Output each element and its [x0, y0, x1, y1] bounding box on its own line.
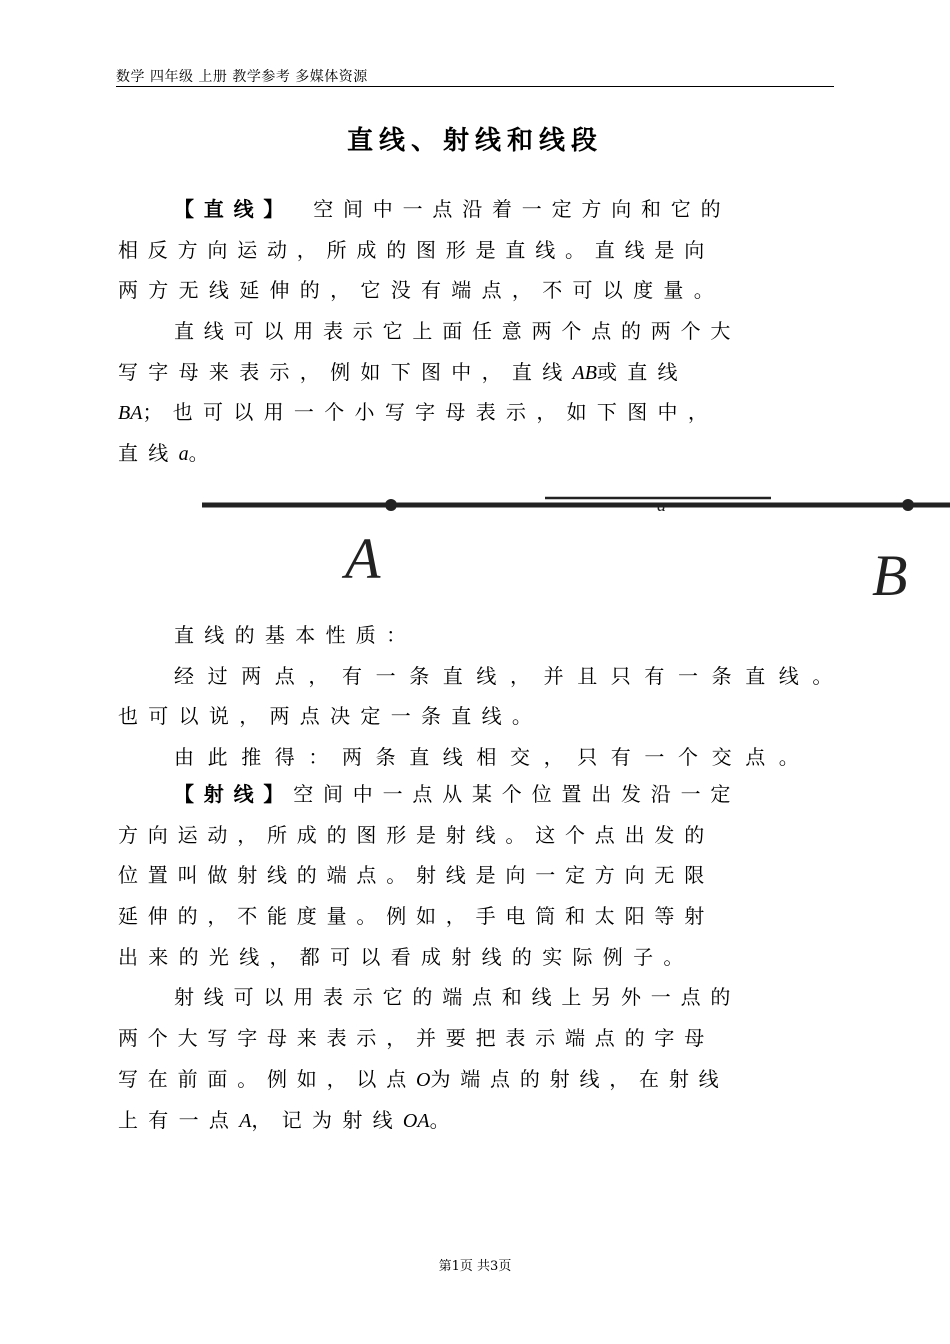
line-text: 经过两点，有一条直线，并且只有一条直线。	[174, 663, 846, 688]
line-diagram	[0, 480, 950, 610]
line-text: 或直线	[596, 359, 688, 384]
line-text: 两个大写字母来表示，并要把表示端点的字母	[118, 1026, 714, 1051]
line-text: 位置叫做射线的端点。射线是向一定方向无限	[118, 863, 714, 888]
label-BA: BA	[118, 402, 143, 425]
line-section-tag: 【直线】	[174, 197, 294, 221]
label-A: A	[239, 1109, 252, 1132]
line-text: 。	[188, 441, 219, 466]
label-a: a	[178, 443, 189, 466]
line-text: 空间中一点从某个位置出发沿一定	[293, 782, 741, 806]
line-text: 写在前面。例如，以点	[118, 1066, 416, 1091]
line-text: 写字母来表示，例如下图中，直线	[118, 359, 573, 384]
diagram-label-A: A	[345, 526, 381, 591]
line-text: 直线可以用表示它上面任意两个点的两个大	[174, 319, 741, 344]
page-footer: 第1页 共3页	[438, 1259, 512, 1274]
label-OA: OA	[402, 1109, 430, 1132]
ray-section-tag: 【射线】	[174, 782, 294, 806]
line-text: ；也可以用一个小写字母表示，如下图中，	[142, 400, 719, 425]
line-text: 上有一点	[118, 1107, 240, 1132]
line-text: 射线可以用表示它的端点和线上另外一点的	[174, 985, 741, 1010]
label-AB: AB	[572, 361, 597, 384]
line-text: 为端点的射线，在射线	[430, 1066, 729, 1091]
ray-definition-paragraph	[118, 774, 818, 1140]
line-text: 直线	[118, 441, 179, 466]
diagram-label-a: a	[657, 495, 666, 515]
point-B-dot	[902, 499, 914, 511]
properties-paragraph	[118, 615, 846, 778]
line-text: 。	[429, 1107, 460, 1132]
line-text: 相反方向运动，所成的图形是直线。直线是向	[118, 237, 714, 262]
point-A-dot	[385, 499, 397, 511]
page-title: 直线、射线和线段	[346, 126, 603, 156]
header-text: 数学 四年级 上册 教学参考 多媒体资源	[116, 69, 368, 85]
header-rule	[116, 86, 834, 87]
line-definition-paragraph	[118, 189, 818, 474]
line-text: 出来的光线，都可以看成射线的实际例子。	[118, 944, 694, 969]
line-text: 由此推得：两条直线相交，只有一个交点。	[174, 745, 813, 770]
page-header	[116, 66, 834, 88]
line-text: 空间中一点沿着一定方向和它的	[313, 197, 731, 221]
properties-heading: 直线的基本性质：	[174, 623, 417, 647]
line-text: ，记为射线	[251, 1107, 403, 1132]
line-text: 也可以说，两点决定一条直线。	[118, 704, 543, 729]
label-O: O	[416, 1068, 431, 1091]
diagram-label-B: B	[872, 543, 908, 608]
line-text: 延伸的，不能度量。例如，手电筒和太阳等射	[118, 904, 714, 929]
line-text: 两方无线延伸的，它没有端点，不可以度量。	[118, 278, 724, 303]
line-text: 方向运动，所成的图形是射线。这个点出发的	[118, 822, 714, 847]
